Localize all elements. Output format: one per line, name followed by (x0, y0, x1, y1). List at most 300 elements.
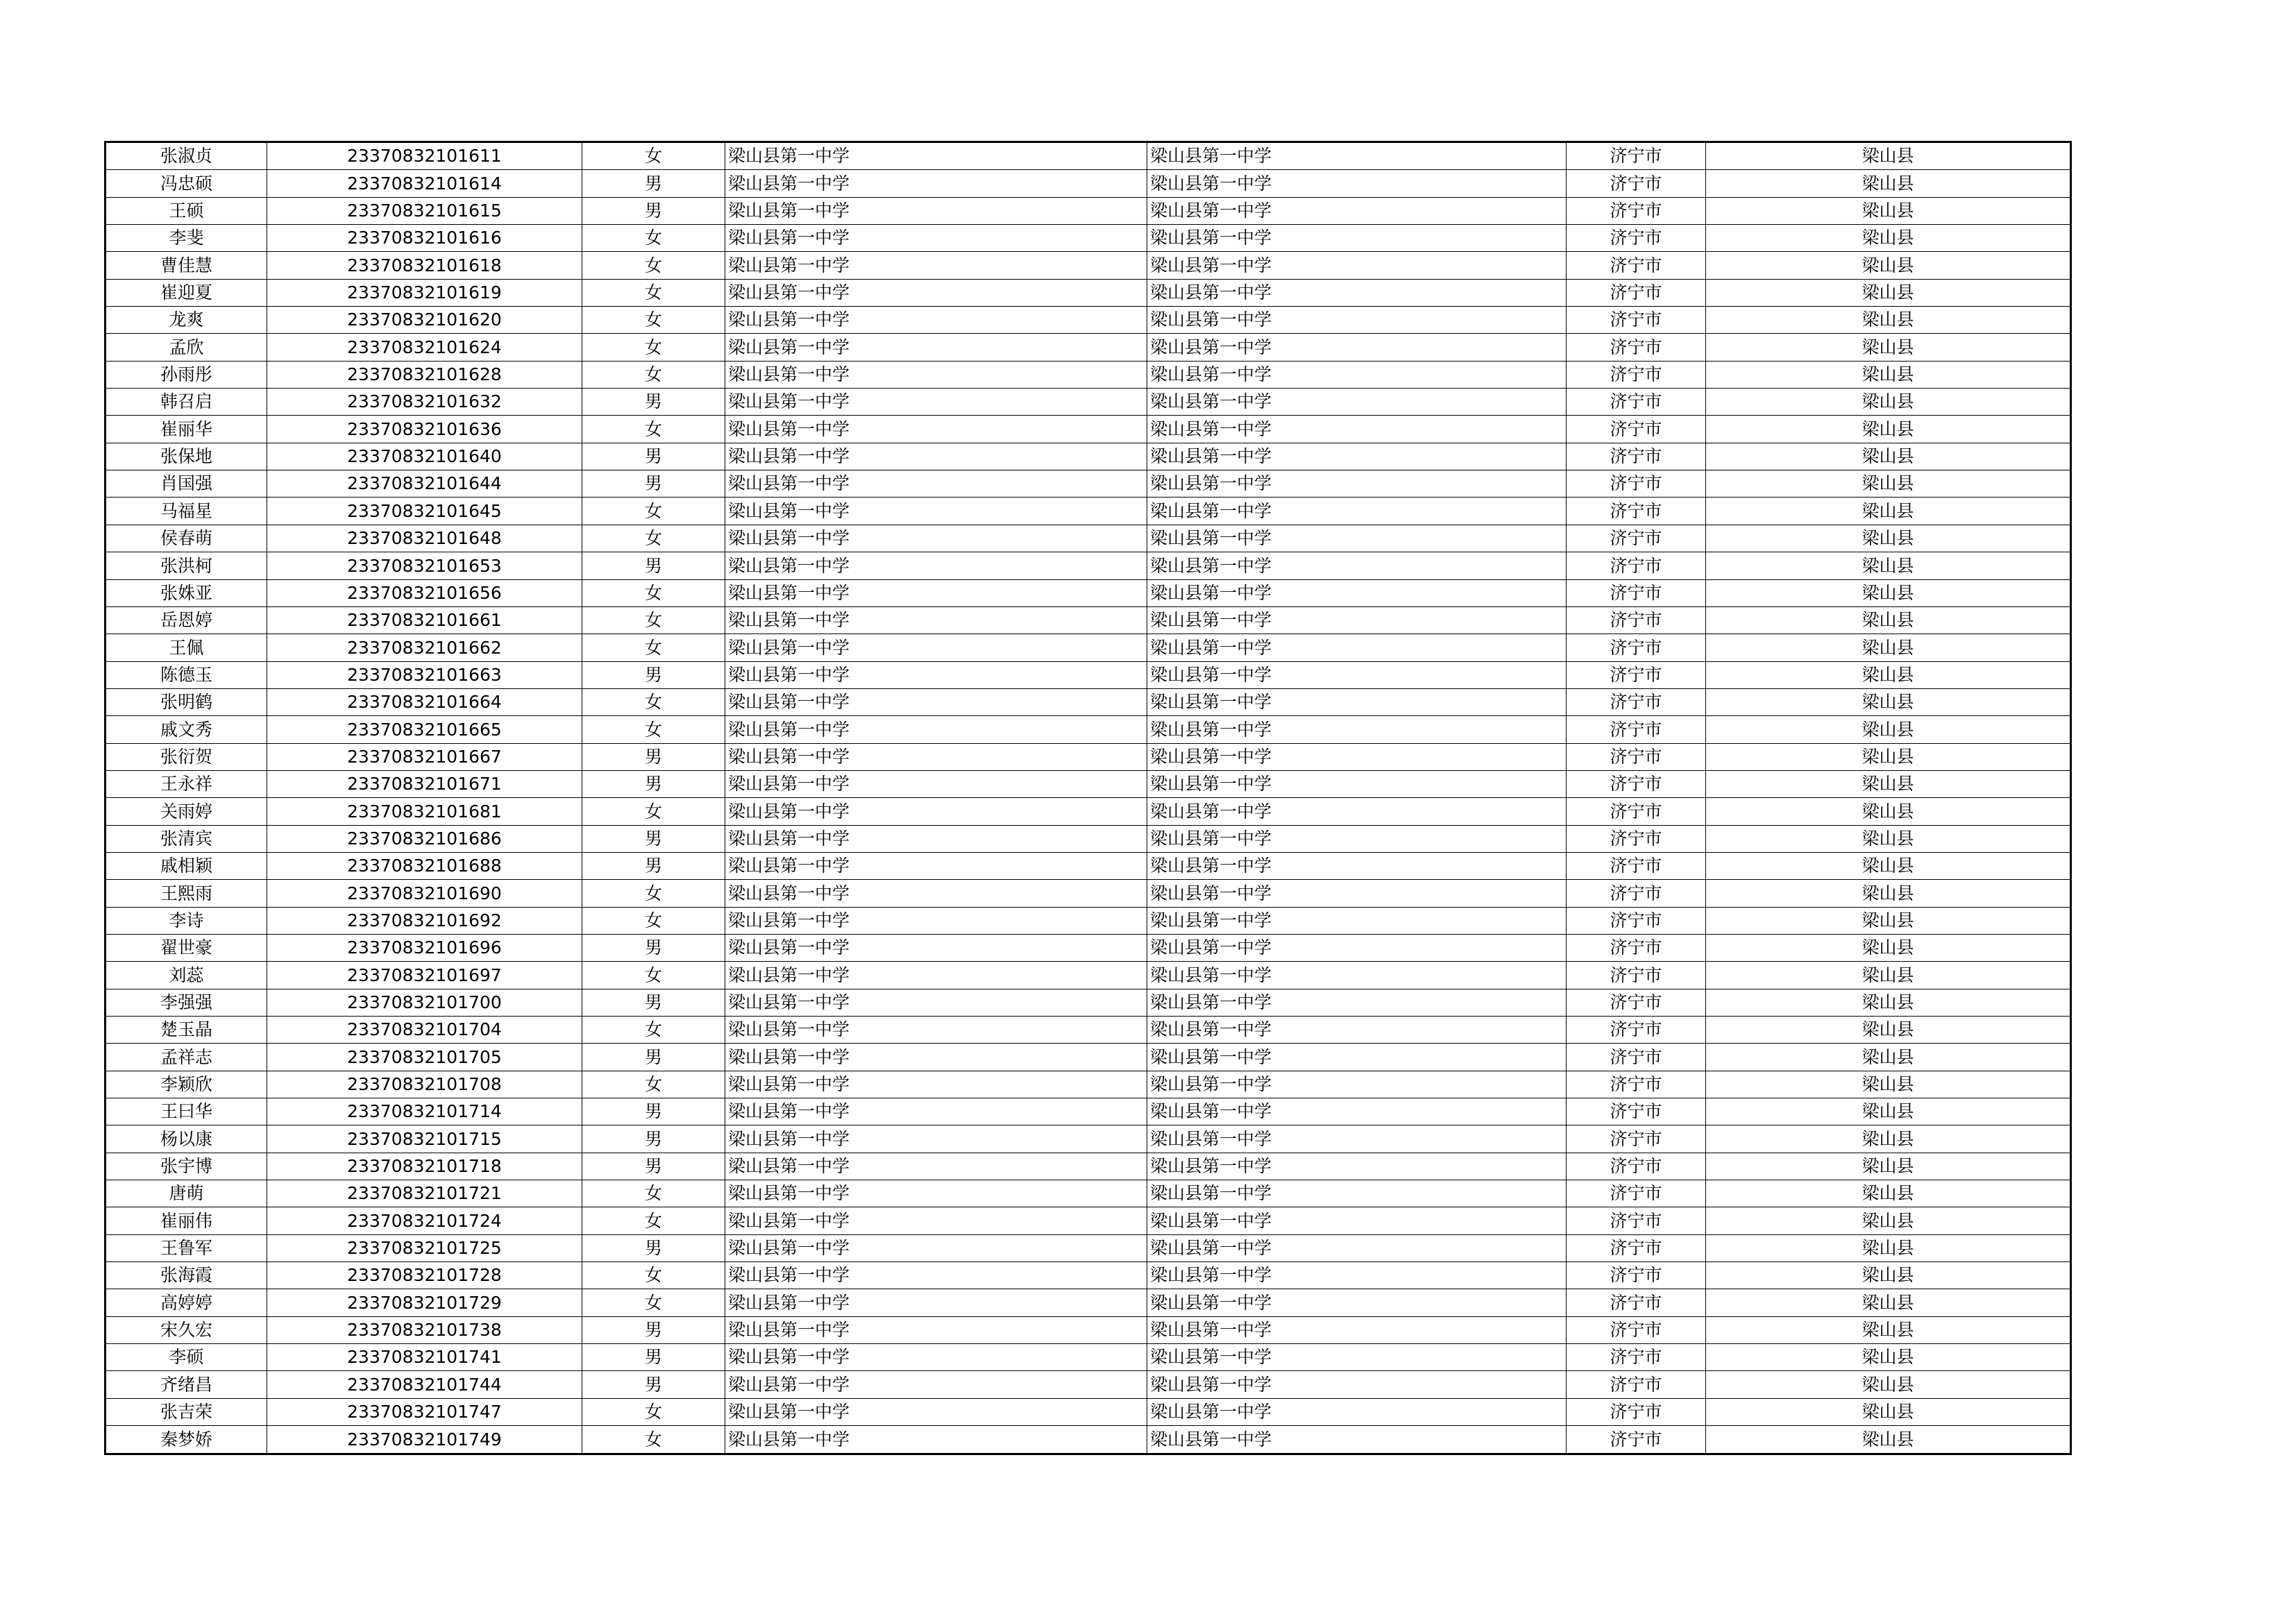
exam-site-cell: 梁山县第一中学 (1147, 661, 1567, 688)
student-roster-table (104, 141, 2072, 1455)
gender-cell: 女 (582, 907, 725, 934)
exam-number-cell: 23370832101640 (267, 443, 582, 470)
school-cell: 梁山县第一中学 (725, 1125, 1147, 1153)
gender-cell: 男 (582, 470, 725, 498)
city-cell: 济宁市 (1567, 1234, 1706, 1261)
exam-site-cell: 梁山县第一中学 (1147, 907, 1567, 934)
table-row (105, 634, 2071, 661)
exam-number-cell: 23370832101628 (267, 361, 582, 388)
exam-site-cell: 梁山县第一中学 (1147, 1316, 1567, 1343)
table-row (105, 334, 2071, 361)
gender-cell: 女 (582, 416, 725, 443)
student-name-cell: 秦梦娇 (105, 1426, 267, 1454)
table-row (105, 197, 2071, 224)
exam-site-cell: 梁山县第一中学 (1147, 307, 1567, 334)
gender-cell: 女 (582, 525, 725, 552)
city-cell: 济宁市 (1567, 1071, 1706, 1098)
exam-site-cell: 梁山县第一中学 (1147, 1098, 1567, 1125)
school-cell: 梁山县第一中学 (725, 252, 1147, 279)
school-cell: 梁山县第一中学 (725, 525, 1147, 552)
city-cell: 济宁市 (1567, 1207, 1706, 1234)
table-row (105, 1153, 2071, 1180)
exam-number-cell: 23370832101663 (267, 661, 582, 688)
exam-number-cell: 23370832101624 (267, 334, 582, 361)
gender-cell: 女 (582, 225, 725, 252)
student-name-cell: 王曰华 (105, 1098, 267, 1125)
exam-number-cell: 23370832101738 (267, 1316, 582, 1343)
student-name-cell: 唐萌 (105, 1180, 267, 1207)
gender-cell: 男 (582, 852, 725, 879)
county-cell: 梁山县 (1706, 1125, 2071, 1153)
county-cell: 梁山县 (1706, 252, 2071, 279)
exam-site-cell: 梁山县第一中学 (1147, 688, 1567, 715)
school-cell: 梁山县第一中学 (725, 743, 1147, 770)
table-row (105, 1344, 2071, 1371)
exam-number-cell: 23370832101611 (267, 142, 582, 170)
exam-site-cell: 梁山县第一中学 (1147, 1153, 1567, 1180)
county-cell: 梁山县 (1706, 307, 2071, 334)
student-name-cell: 李斐 (105, 225, 267, 252)
school-cell: 梁山县第一中学 (725, 1398, 1147, 1425)
exam-number-cell: 23370832101725 (267, 1234, 582, 1261)
city-cell: 济宁市 (1567, 907, 1706, 934)
table-row (105, 552, 2071, 579)
city-cell: 济宁市 (1567, 934, 1706, 961)
city-cell: 济宁市 (1567, 770, 1706, 797)
gender-cell: 女 (582, 606, 725, 634)
city-cell: 济宁市 (1567, 1262, 1706, 1289)
city-cell: 济宁市 (1567, 1316, 1706, 1343)
table-row (105, 579, 2071, 606)
county-cell: 梁山县 (1706, 416, 2071, 443)
exam-site-cell: 梁山县第一中学 (1147, 1262, 1567, 1289)
school-cell: 梁山县第一中学 (725, 443, 1147, 470)
student-name-cell: 侯春萌 (105, 525, 267, 552)
student-name-cell: 张衍贺 (105, 743, 267, 770)
gender-cell: 女 (582, 1017, 725, 1044)
gender-cell: 女 (582, 880, 725, 907)
student-name-cell: 王硕 (105, 197, 267, 224)
gender-cell: 女 (582, 498, 725, 525)
school-cell: 梁山县第一中学 (725, 1262, 1147, 1289)
city-cell: 济宁市 (1567, 279, 1706, 306)
exam-number-cell: 23370832101645 (267, 498, 582, 525)
student-name-cell: 肖国强 (105, 470, 267, 498)
gender-cell: 女 (582, 688, 725, 715)
school-cell: 梁山县第一中学 (725, 1180, 1147, 1207)
exam-site-cell: 梁山县第一中学 (1147, 334, 1567, 361)
exam-number-cell: 23370832101705 (267, 1044, 582, 1071)
exam-number-cell: 23370832101704 (267, 1017, 582, 1044)
city-cell: 济宁市 (1567, 1153, 1706, 1180)
exam-number-cell: 23370832101692 (267, 907, 582, 934)
student-name-cell: 王鲁军 (105, 1234, 267, 1261)
exam-number-cell: 23370832101615 (267, 197, 582, 224)
city-cell: 济宁市 (1567, 880, 1706, 907)
table-row (105, 225, 2071, 252)
county-cell: 梁山县 (1706, 852, 2071, 879)
gender-cell: 女 (582, 1398, 725, 1425)
exam-site-cell: 梁山县第一中学 (1147, 470, 1567, 498)
exam-site-cell: 梁山县第一中学 (1147, 1344, 1567, 1371)
gender-cell: 男 (582, 989, 725, 1016)
county-cell: 梁山县 (1706, 989, 2071, 1016)
exam-number-cell: 23370832101662 (267, 634, 582, 661)
county-cell: 梁山县 (1706, 606, 2071, 634)
city-cell: 济宁市 (1567, 361, 1706, 388)
exam-number-cell: 23370832101644 (267, 470, 582, 498)
student-name-cell: 王永祥 (105, 770, 267, 797)
city-cell: 济宁市 (1567, 1044, 1706, 1071)
exam-number-cell: 23370832101696 (267, 934, 582, 961)
school-cell: 梁山县第一中学 (725, 880, 1147, 907)
exam-number-cell: 23370832101744 (267, 1371, 582, 1398)
city-cell: 济宁市 (1567, 225, 1706, 252)
table-row (105, 1316, 2071, 1343)
student-name-cell: 张明鹤 (105, 688, 267, 715)
student-name-cell: 张海霞 (105, 1262, 267, 1289)
student-name-cell: 翟世豪 (105, 934, 267, 961)
school-cell: 梁山县第一中学 (725, 634, 1147, 661)
exam-site-cell: 梁山县第一中学 (1147, 1289, 1567, 1316)
county-cell: 梁山县 (1706, 470, 2071, 498)
exam-number-cell: 23370832101664 (267, 688, 582, 715)
exam-number-cell: 23370832101620 (267, 307, 582, 334)
city-cell: 济宁市 (1567, 606, 1706, 634)
exam-site-cell: 梁山县第一中学 (1147, 880, 1567, 907)
county-cell: 梁山县 (1706, 1426, 2071, 1454)
county-cell: 梁山县 (1706, 1207, 2071, 1234)
county-cell: 梁山县 (1706, 716, 2071, 743)
school-cell: 梁山县第一中学 (725, 661, 1147, 688)
city-cell: 济宁市 (1567, 852, 1706, 879)
exam-site-cell: 梁山县第一中学 (1147, 1125, 1567, 1153)
county-cell: 梁山县 (1706, 197, 2071, 224)
gender-cell: 男 (582, 197, 725, 224)
school-cell: 梁山县第一中学 (725, 1017, 1147, 1044)
school-cell: 梁山县第一中学 (725, 197, 1147, 224)
student-name-cell: 戚文秀 (105, 716, 267, 743)
exam-site-cell: 梁山县第一中学 (1147, 716, 1567, 743)
gender-cell: 女 (582, 798, 725, 825)
exam-number-cell: 23370832101749 (267, 1426, 582, 1454)
city-cell: 济宁市 (1567, 688, 1706, 715)
table-row (105, 307, 2071, 334)
county-cell: 梁山县 (1706, 743, 2071, 770)
table-row (105, 989, 2071, 1016)
gender-cell: 女 (582, 1289, 725, 1316)
roster-sheet (104, 141, 2070, 1455)
exam-site-cell: 梁山县第一中学 (1147, 389, 1567, 416)
student-name-cell: 戚相颖 (105, 852, 267, 879)
exam-number-cell: 23370832101665 (267, 716, 582, 743)
county-cell: 梁山县 (1706, 770, 2071, 797)
exam-site-cell: 梁山县第一中学 (1147, 197, 1567, 224)
student-name-cell: 孟祥志 (105, 1044, 267, 1071)
student-name-cell: 王熙雨 (105, 880, 267, 907)
school-cell: 梁山县第一中学 (725, 1153, 1147, 1180)
county-cell: 梁山县 (1706, 170, 2071, 197)
school-cell: 梁山县第一中学 (725, 1316, 1147, 1343)
student-name-cell: 龙爽 (105, 307, 267, 334)
exam-site-cell: 梁山县第一中学 (1147, 962, 1567, 989)
school-cell: 梁山县第一中学 (725, 498, 1147, 525)
school-cell: 梁山县第一中学 (725, 798, 1147, 825)
city-cell: 济宁市 (1567, 498, 1706, 525)
student-name-cell: 张姝亚 (105, 579, 267, 606)
student-name-cell: 冯忠硕 (105, 170, 267, 197)
table-row (105, 1234, 2071, 1261)
exam-site-cell: 梁山县第一中学 (1147, 1426, 1567, 1454)
student-name-cell: 李强强 (105, 989, 267, 1016)
county-cell: 梁山县 (1706, 1398, 2071, 1425)
city-cell: 济宁市 (1567, 716, 1706, 743)
school-cell: 梁山县第一中学 (725, 361, 1147, 388)
exam-number-cell: 23370832101729 (267, 1289, 582, 1316)
county-cell: 梁山县 (1706, 334, 2071, 361)
table-row (105, 142, 2071, 170)
student-name-cell: 孙雨彤 (105, 361, 267, 388)
student-name-cell: 韩召启 (105, 389, 267, 416)
county-cell: 梁山县 (1706, 1153, 2071, 1180)
student-name-cell: 李诗 (105, 907, 267, 934)
school-cell: 梁山县第一中学 (725, 688, 1147, 715)
exam-number-cell: 23370832101728 (267, 1262, 582, 1289)
city-cell: 济宁市 (1567, 1017, 1706, 1044)
exam-number-cell: 23370832101614 (267, 170, 582, 197)
table-row (105, 798, 2071, 825)
table-row (105, 934, 2071, 961)
exam-number-cell: 23370832101619 (267, 279, 582, 306)
student-name-cell: 张保地 (105, 443, 267, 470)
exam-number-cell: 23370832101697 (267, 962, 582, 989)
county-cell: 梁山县 (1706, 361, 2071, 388)
school-cell: 梁山县第一中学 (725, 279, 1147, 306)
county-cell: 梁山县 (1706, 1371, 2071, 1398)
gender-cell: 女 (582, 962, 725, 989)
county-cell: 梁山县 (1706, 634, 2071, 661)
school-cell: 梁山县第一中学 (725, 470, 1147, 498)
gender-cell: 女 (582, 279, 725, 306)
table-row (105, 170, 2071, 197)
school-cell: 梁山县第一中学 (725, 716, 1147, 743)
table-row (105, 498, 2071, 525)
gender-cell: 男 (582, 1316, 725, 1343)
gender-cell: 女 (582, 142, 725, 170)
exam-site-cell: 梁山县第一中学 (1147, 525, 1567, 552)
county-cell: 梁山县 (1706, 880, 2071, 907)
exam-number-cell: 23370832101741 (267, 1344, 582, 1371)
exam-site-cell: 梁山县第一中学 (1147, 1044, 1567, 1071)
gender-cell: 女 (582, 252, 725, 279)
exam-site-cell: 梁山县第一中学 (1147, 225, 1567, 252)
roster-body (105, 142, 2071, 1454)
school-cell: 梁山县第一中学 (725, 989, 1147, 1016)
exam-site-cell: 梁山县第一中学 (1147, 934, 1567, 961)
city-cell: 济宁市 (1567, 470, 1706, 498)
gender-cell: 女 (582, 307, 725, 334)
table-row (105, 1371, 2071, 1398)
exam-number-cell: 23370832101616 (267, 225, 582, 252)
county-cell: 梁山县 (1706, 552, 2071, 579)
school-cell: 梁山县第一中学 (725, 170, 1147, 197)
county-cell: 梁山县 (1706, 1017, 2071, 1044)
school-cell: 梁山县第一中学 (725, 770, 1147, 797)
table-row (105, 1426, 2071, 1454)
exam-number-cell: 23370832101636 (267, 416, 582, 443)
city-cell: 济宁市 (1567, 552, 1706, 579)
exam-number-cell: 23370832101661 (267, 606, 582, 634)
student-name-cell: 崔丽伟 (105, 1207, 267, 1234)
school-cell: 梁山县第一中学 (725, 1344, 1147, 1371)
county-cell: 梁山县 (1706, 225, 2071, 252)
school-cell: 梁山县第一中学 (725, 307, 1147, 334)
city-cell: 济宁市 (1567, 1098, 1706, 1125)
student-name-cell: 宋久宏 (105, 1316, 267, 1343)
exam-number-cell: 23370832101688 (267, 852, 582, 879)
school-cell: 梁山县第一中学 (725, 962, 1147, 989)
city-cell: 济宁市 (1567, 989, 1706, 1016)
exam-number-cell: 23370832101618 (267, 252, 582, 279)
school-cell: 梁山县第一中学 (725, 934, 1147, 961)
city-cell: 济宁市 (1567, 798, 1706, 825)
table-row (105, 470, 2071, 498)
table-row (105, 389, 2071, 416)
exam-site-cell: 梁山县第一中学 (1147, 852, 1567, 879)
gender-cell: 男 (582, 1344, 725, 1371)
city-cell: 济宁市 (1567, 170, 1706, 197)
gender-cell: 男 (582, 1153, 725, 1180)
student-name-cell: 刘蕊 (105, 962, 267, 989)
city-cell: 济宁市 (1567, 1289, 1706, 1316)
school-cell: 梁山县第一中学 (725, 1289, 1147, 1316)
city-cell: 济宁市 (1567, 1426, 1706, 1454)
city-cell: 济宁市 (1567, 252, 1706, 279)
school-cell: 梁山县第一中学 (725, 907, 1147, 934)
city-cell: 济宁市 (1567, 1398, 1706, 1425)
school-cell: 梁山县第一中学 (725, 225, 1147, 252)
school-cell: 梁山县第一中学 (725, 552, 1147, 579)
exam-number-cell: 23370832101648 (267, 525, 582, 552)
gender-cell: 男 (582, 934, 725, 961)
county-cell: 梁山县 (1706, 279, 2071, 306)
exam-site-cell: 梁山县第一中学 (1147, 634, 1567, 661)
city-cell: 济宁市 (1567, 307, 1706, 334)
gender-cell: 男 (582, 1098, 725, 1125)
gender-cell: 女 (582, 1262, 725, 1289)
school-cell: 梁山县第一中学 (725, 416, 1147, 443)
gender-cell: 男 (582, 661, 725, 688)
gender-cell: 男 (582, 389, 725, 416)
gender-cell: 女 (582, 1426, 725, 1454)
exam-number-cell: 23370832101667 (267, 743, 582, 770)
gender-cell: 男 (582, 1371, 725, 1398)
table-row (105, 1180, 2071, 1207)
table-row (105, 852, 2071, 879)
exam-site-cell: 梁山县第一中学 (1147, 743, 1567, 770)
county-cell: 梁山县 (1706, 907, 2071, 934)
city-cell: 济宁市 (1567, 525, 1706, 552)
student-name-cell: 张吉荣 (105, 1398, 267, 1425)
school-cell: 梁山县第一中学 (725, 389, 1147, 416)
student-name-cell: 张淑贞 (105, 142, 267, 170)
exam-site-cell: 梁山县第一中学 (1147, 579, 1567, 606)
exam-site-cell: 梁山县第一中学 (1147, 1207, 1567, 1234)
county-cell: 梁山县 (1706, 1044, 2071, 1071)
county-cell: 梁山县 (1706, 825, 2071, 852)
exam-number-cell: 23370832101718 (267, 1153, 582, 1180)
school-cell: 梁山县第一中学 (725, 606, 1147, 634)
exam-site-cell: 梁山县第一中学 (1147, 1234, 1567, 1261)
gender-cell: 男 (582, 1234, 725, 1261)
school-cell: 梁山县第一中学 (725, 334, 1147, 361)
county-cell: 梁山县 (1706, 1234, 2071, 1261)
table-row (105, 416, 2071, 443)
exam-site-cell: 梁山县第一中学 (1147, 170, 1567, 197)
city-cell: 济宁市 (1567, 1180, 1706, 1207)
table-row (105, 606, 2071, 634)
gender-cell: 男 (582, 770, 725, 797)
gender-cell: 男 (582, 552, 725, 579)
school-cell: 梁山县第一中学 (725, 825, 1147, 852)
gender-cell: 女 (582, 1180, 725, 1207)
student-name-cell: 张清宾 (105, 825, 267, 852)
student-name-cell: 李颖欣 (105, 1071, 267, 1098)
exam-site-cell: 梁山县第一中学 (1147, 1180, 1567, 1207)
exam-site-cell: 梁山县第一中学 (1147, 279, 1567, 306)
table-row (105, 443, 2071, 470)
student-name-cell: 张宇博 (105, 1153, 267, 1180)
student-name-cell: 李硕 (105, 1344, 267, 1371)
table-row (105, 743, 2071, 770)
student-name-cell: 岳恩婷 (105, 606, 267, 634)
county-cell: 梁山县 (1706, 1262, 2071, 1289)
county-cell: 梁山县 (1706, 525, 2071, 552)
county-cell: 梁山县 (1706, 389, 2071, 416)
exam-site-cell: 梁山县第一中学 (1147, 416, 1567, 443)
gender-cell: 女 (582, 1207, 725, 1234)
student-name-cell: 楚玉晶 (105, 1017, 267, 1044)
student-name-cell: 崔迎夏 (105, 279, 267, 306)
table-row (105, 880, 2071, 907)
city-cell: 济宁市 (1567, 443, 1706, 470)
school-cell: 梁山县第一中学 (725, 1234, 1147, 1261)
table-row (105, 1289, 2071, 1316)
exam-number-cell: 23370832101747 (267, 1398, 582, 1425)
table-row (105, 279, 2071, 306)
exam-site-cell: 梁山县第一中学 (1147, 770, 1567, 797)
exam-site-cell: 梁山县第一中学 (1147, 361, 1567, 388)
table-row (105, 770, 2071, 797)
exam-site-cell: 梁山县第一中学 (1147, 1398, 1567, 1425)
gender-cell: 男 (582, 825, 725, 852)
exam-site-cell: 梁山县第一中学 (1147, 552, 1567, 579)
table-row (105, 1262, 2071, 1289)
city-cell: 济宁市 (1567, 334, 1706, 361)
gender-cell: 男 (582, 1044, 725, 1071)
exam-site-cell: 梁山县第一中学 (1147, 606, 1567, 634)
exam-number-cell: 23370832101708 (267, 1071, 582, 1098)
exam-number-cell: 23370832101700 (267, 989, 582, 1016)
exam-site-cell: 梁山县第一中学 (1147, 1071, 1567, 1098)
exam-number-cell: 23370832101632 (267, 389, 582, 416)
student-name-cell: 陈德玉 (105, 661, 267, 688)
table-row (105, 361, 2071, 388)
exam-site-cell: 梁山县第一中学 (1147, 1017, 1567, 1044)
table-row (105, 252, 2071, 279)
county-cell: 梁山县 (1706, 1071, 2071, 1098)
gender-cell: 女 (582, 1071, 725, 1098)
